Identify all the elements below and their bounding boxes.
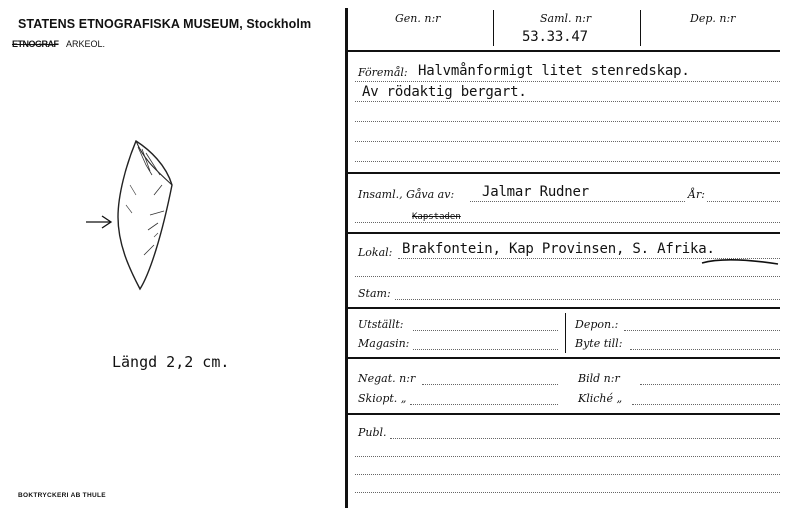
gen-label: Gen. n:r bbox=[395, 12, 441, 25]
length-note: Längd 2,2 cm. bbox=[112, 353, 230, 371]
card-divider bbox=[345, 8, 348, 508]
foremal-line1: Halvmånformigt litet stenredskap. bbox=[418, 63, 690, 79]
section-rule bbox=[347, 413, 780, 415]
header-divider bbox=[493, 10, 494, 46]
header-rule bbox=[347, 50, 780, 52]
dep-label: Dep. n:r bbox=[690, 12, 736, 25]
write-line bbox=[355, 81, 780, 82]
write-line bbox=[355, 141, 780, 142]
write-line bbox=[410, 404, 558, 405]
lokal-label: Lokal: bbox=[358, 246, 393, 259]
section-rule bbox=[347, 357, 780, 359]
write-line bbox=[470, 201, 685, 202]
saml-label: Saml. n:r bbox=[540, 12, 592, 25]
status-divider bbox=[565, 313, 566, 353]
artifact-sketch bbox=[80, 135, 190, 300]
write-line bbox=[355, 474, 780, 475]
write-line bbox=[707, 201, 780, 202]
lokal-value: Brakfontein, Kap Provinsen, S. Afrika. bbox=[402, 241, 715, 257]
publ-label: Publ. bbox=[358, 426, 387, 439]
foremal-label: Föremål: bbox=[358, 66, 408, 79]
write-line bbox=[355, 161, 780, 162]
ar-label: År: bbox=[688, 188, 705, 201]
foremal-line2: Av rödaktig bergart. bbox=[362, 84, 527, 100]
write-line bbox=[355, 456, 780, 457]
write-line bbox=[630, 349, 780, 350]
section-rule bbox=[347, 172, 780, 174]
bild-label: Bild n:r bbox=[578, 372, 620, 385]
utstallt-label: Utställt: bbox=[358, 318, 404, 331]
write-line bbox=[355, 222, 780, 223]
write-line bbox=[422, 384, 558, 385]
write-line bbox=[398, 258, 780, 259]
write-line bbox=[632, 404, 780, 405]
printer-imprint: BOKTRYCKERI AB THULE bbox=[18, 492, 106, 499]
department-label: ARKEOL. bbox=[66, 39, 106, 49]
byte-label: Byte till: bbox=[575, 337, 623, 350]
section-rule bbox=[347, 307, 780, 309]
write-line bbox=[355, 121, 780, 122]
write-line bbox=[355, 492, 780, 493]
kliche-label: Kliché „ bbox=[578, 392, 623, 405]
insaml-place: Kapstaden bbox=[412, 212, 461, 222]
write-line bbox=[624, 330, 780, 331]
struck-department: ETNOGRAF bbox=[12, 39, 59, 49]
magasin-label: Magasin: bbox=[358, 337, 410, 350]
negat-label: Negat. n:r bbox=[358, 372, 416, 385]
write-line bbox=[355, 101, 780, 102]
write-line bbox=[413, 330, 558, 331]
write-line bbox=[640, 384, 780, 385]
write-line bbox=[390, 438, 780, 439]
depon-label: Depon.: bbox=[575, 318, 619, 331]
arrow-icon bbox=[86, 216, 111, 228]
insaml-value: Jalmar Rudner bbox=[482, 184, 589, 200]
write-line bbox=[395, 299, 780, 300]
write-line bbox=[413, 349, 558, 350]
saml-number: 53.33.47 bbox=[522, 29, 588, 45]
section-rule bbox=[347, 232, 780, 234]
stam-label: Stam: bbox=[358, 287, 391, 300]
write-line bbox=[355, 276, 780, 277]
skiopt-label: Skiopt. „ bbox=[358, 392, 407, 405]
header-divider bbox=[640, 10, 641, 46]
museum-name: STATENS ETNOGRAFISKA MUSEUM, Stockholm bbox=[18, 17, 312, 31]
insaml-label: Insaml., Gåva av: bbox=[358, 188, 455, 201]
